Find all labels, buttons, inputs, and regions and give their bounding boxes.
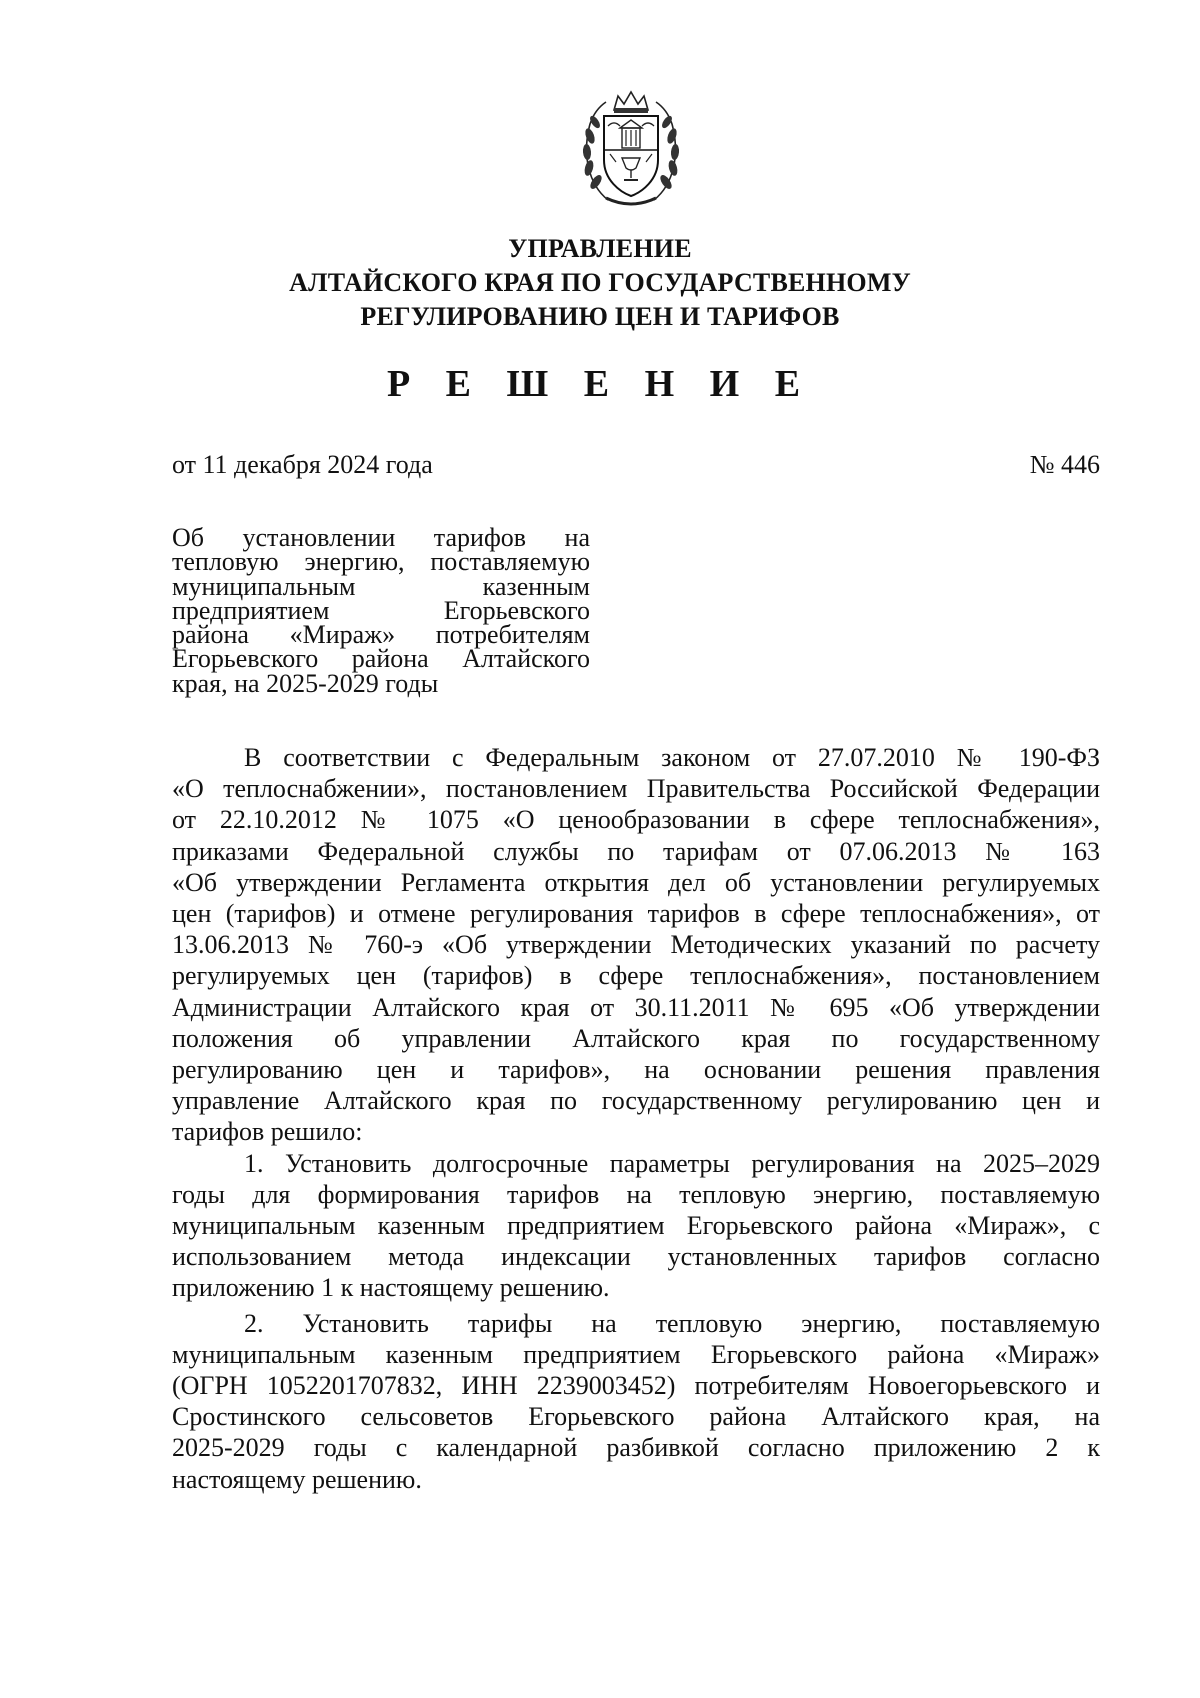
body-line: положения об управлении Алтайского края по государственному <box>172 1023 1100 1053</box>
document-date: от 11 декабря 2024 года <box>172 450 433 479</box>
body-line: 1. Установить долгосрочные параметры регулирования на 2025–2029 <box>244 1148 1100 1178</box>
body-line: регулируемых цен (тарифов) в сфере теплоснабжения», постановлением <box>172 961 1100 991</box>
subject-line: Егорьевского района Алтайского <box>172 644 590 674</box>
body-line: настоящему решению. <box>172 1464 422 1494</box>
subject-line: Об установлении тарифов на <box>172 523 590 552</box>
document-subject <box>172 523 590 698</box>
body-line: В соответствии с Федеральным законом от 27.07.2010 № 190-ФЗ <box>244 743 1100 772</box>
org-line: АЛТАЙСКОГО КРАЯ ПО ГОСУДАРСТВЕННОМУ <box>289 268 911 297</box>
body-line: (ОГРН 1052201707832, ИНН 2239003452) потребителям Новоегорьевского и <box>172 1371 1100 1401</box>
body-line: регулированию цен и тарифов», на основании решения правления <box>172 1055 1100 1085</box>
preamble-paragraph <box>172 742 1100 1148</box>
item-2-paragraph <box>172 1308 1100 1495</box>
body-line: приложению 1 к настоящему решению. <box>172 1273 610 1303</box>
document-type-title: Р Е Ш Е Н И Е <box>386 363 814 405</box>
body-line: «Об утверждении Регламента открытия дел об установлении регулируемых <box>172 867 1100 897</box>
item-1-paragraph <box>172 1148 1100 1304</box>
subject-line: муниципальным казенным <box>172 571 590 601</box>
body-line: Администрации Алтайского края от 30.11.2011 № 695 «Об утверждении <box>172 992 1100 1022</box>
document-body <box>172 742 1100 1495</box>
body-line: 2025-2029 годы с календарной разбивкой согласно приложению 2 к <box>172 1433 1100 1463</box>
body-line: цен (тарифов) и отмене регулирования тарифов в сфере теплоснабжения», от <box>172 899 1100 929</box>
subject-line: района «Мираж» потребителям <box>172 620 590 650</box>
organization-name <box>240 232 960 334</box>
body-line: использованием метода индексации установленных тарифов согласно <box>172 1242 1100 1272</box>
subject-line: предприятием Егорьевского <box>172 595 590 625</box>
body-line: 2. Установить тарифы на тепловую энергию, поставляемую <box>244 1308 1100 1338</box>
body-line: управление Алтайского края по государственному регулированию цен и <box>172 1086 1100 1116</box>
altai-krai-coat-of-arms-icon <box>578 88 684 212</box>
body-line: муниципальным казенным предприятием Егорьевского района «Мираж», с <box>172 1211 1100 1241</box>
org-line: УПРАВЛЕНИЕ <box>508 234 692 263</box>
body-line: годы для формирования тарифов на тепловую энергию, поставляемую <box>172 1179 1100 1209</box>
body-line: от 22.10.2012 № 1075 «О ценообразовании в сфере теплоснабжения», <box>172 805 1100 835</box>
body-line: приказами Федеральной службы по тарифам от 07.06.2013 № 163 <box>172 836 1100 866</box>
body-line: «О теплоснабжении», постановлением Правительства Российской Федерации <box>172 774 1100 804</box>
body-line: тарифов решило: <box>172 1117 363 1147</box>
subject-line: края, на 2025-2029 годы <box>172 668 439 698</box>
document-number: № 446 <box>1029 450 1100 479</box>
org-line: РЕГУЛИРОВАНИЮ ЦЕН И ТАРИФОВ <box>360 302 840 331</box>
body-line: муниципальным казенным предприятием Егорьевского района «Мираж» <box>172 1339 1100 1369</box>
body-line: 13.06.2013 № 760-э «Об утверждении Методических указаний по расчету <box>172 930 1100 960</box>
subject-line: тепловую энергию, поставляемую <box>172 547 590 577</box>
body-line: Сростинского сельсоветов Егорьевского района Алтайского края, на <box>172 1402 1100 1432</box>
